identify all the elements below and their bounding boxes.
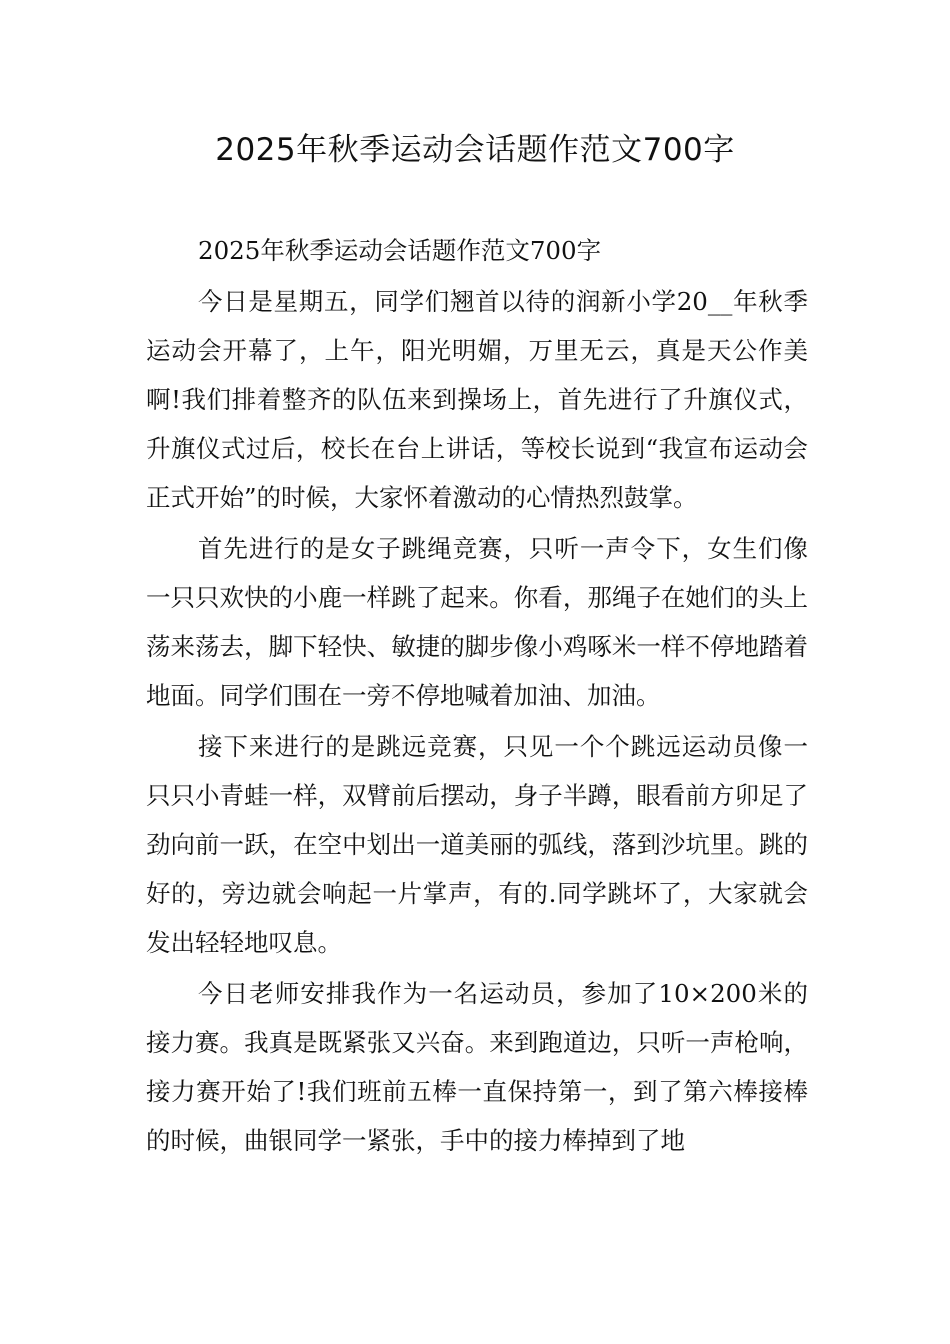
paragraph-opening: 今日是星期五，同学们翘首以待的润新小学20__年秋季运动会开幕了，上午，阳光明媚，万里无云，真是天公作美啊!我们排着整齐的队伍来到操场上，首先进行了升旗仪式，升旗仪式过后，校长在台上讲话，等校长说到“我宣布运动会正式开始”的时候，大家怀着激动的心情热烈鼓掌。: [146, 287, 808, 512]
paragraph-relay: 今日老师安排我作为一名运动员，参加了10×200米的接力赛。我真是既紧张又兴奋。来到跑道边，只听一声枪响，接力赛开始了!我们班前五棒一直保持第一，到了第六棒接棒的时候，曲银同学一紧张，手中的接力棒掉到了地: [146, 979, 808, 1155]
document-title: 2025年秋季运动会话题作范文700字: [215, 132, 735, 168]
document-body: [146, 226, 808, 1167]
paragraph-long-jump: 接下来进行的是跳远竞赛，只见一个个跳远运动员像一只只小青蛙一样，双臂前后摆动，身子半蹲，眼看前方卯足了劲向前一跃，在空中划出一道美丽的弧线，落到沙坑里。跳的好的，旁边就会响起一片掌声，有的.同学跳坏了，大家就会发出轻轻地叹息。: [146, 732, 808, 957]
paragraph-heading: 2025年秋季运动会话题作范文700字: [198, 236, 602, 265]
paragraph-jump-rope: 首先进行的是女子跳绳竞赛，只听一声令下，女生们像一只只欢快的小鹿一样跳了起来。你看，那绳子在她们的头上荡来荡去，脚下轻快、敏捷的脚步像小鸡啄米一样不停地踏着地面。同学们围在一旁不停地喊着加油、加油。: [146, 534, 808, 710]
